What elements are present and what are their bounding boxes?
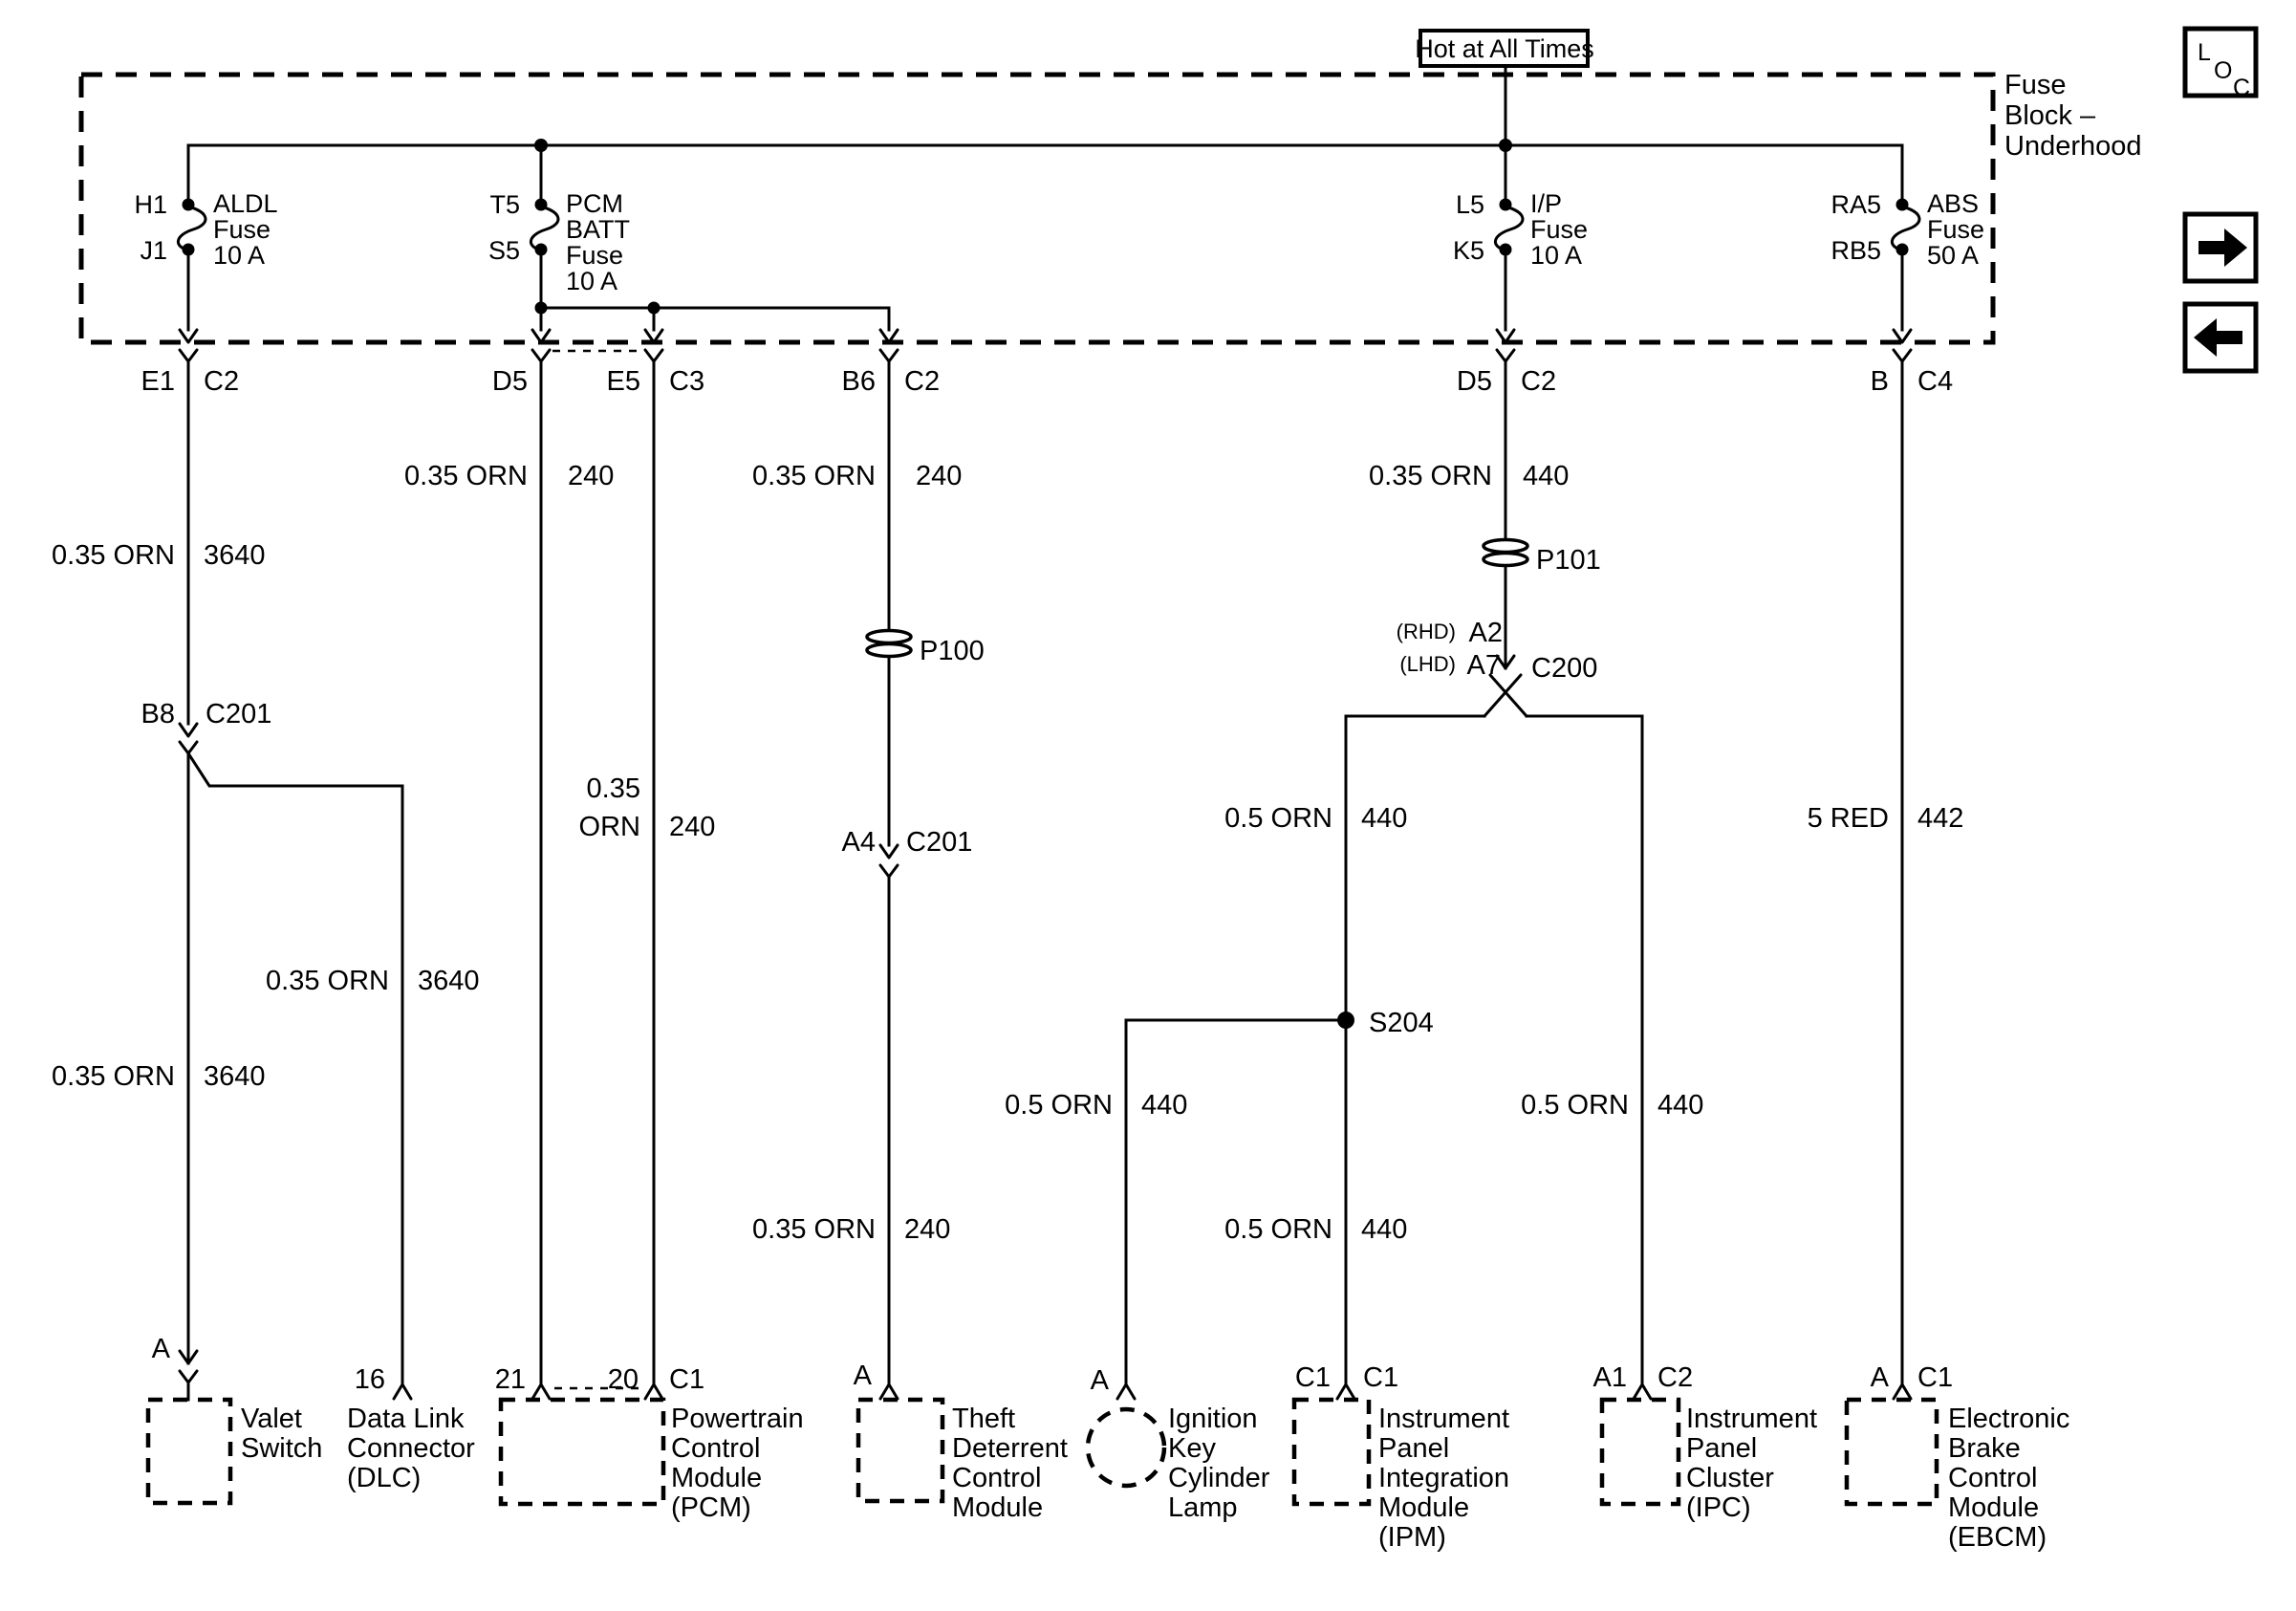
wire-spec: 0.35 ORN xyxy=(52,540,175,571)
module-name-2: Panel xyxy=(1686,1433,1758,1464)
module-pin: C1 xyxy=(1294,1362,1331,1393)
wire-circuit: 3640 xyxy=(204,1061,266,1092)
grommet-label: P100 xyxy=(920,636,985,666)
wire-circuit: 440 xyxy=(1657,1090,1704,1121)
ebcm-box xyxy=(1847,1400,1937,1504)
loc-letter-l: L xyxy=(2198,39,2211,66)
exit-pin: B6 xyxy=(841,366,876,397)
fuse-name-2: Fuse xyxy=(1530,215,1589,244)
module-connector: C1 xyxy=(1917,1362,1954,1393)
module-name-3: (DLC) xyxy=(347,1463,422,1493)
pcm-box xyxy=(501,1400,663,1504)
module-name-2: Panel xyxy=(1378,1433,1450,1464)
module-name-3: Module xyxy=(671,1463,763,1493)
connector-pin: A4 xyxy=(841,827,876,858)
ipc-box xyxy=(1602,1400,1679,1504)
ip-fuse xyxy=(1453,145,1588,342)
fuse-name-2: Fuse xyxy=(1927,215,1985,244)
wire-circuit: 240 xyxy=(916,461,963,491)
rhd-tag: (RHD) xyxy=(1396,620,1456,643)
module-name-3: Control xyxy=(952,1463,1042,1493)
module-name-1: Instrument xyxy=(1686,1404,1817,1434)
fuse-element-icon xyxy=(531,207,558,250)
module-pin: 20 xyxy=(607,1364,639,1395)
module-name-1: Powertrain xyxy=(671,1404,804,1434)
power-source-label: Hot at All Times xyxy=(1415,34,1594,63)
wire-spec: 0.35 ORN xyxy=(266,966,389,996)
module-name-2: Connector xyxy=(347,1433,475,1464)
split-cross-icon xyxy=(1484,675,1521,716)
connector-name: C201 xyxy=(206,699,272,729)
fuse-element-icon xyxy=(1495,207,1523,250)
wire-circuit: 3640 xyxy=(418,966,480,996)
wire xyxy=(1527,716,1642,1384)
connector-funnel-icon xyxy=(532,350,550,361)
exit-pin: B xyxy=(1870,366,1889,397)
loc-button[interactable] xyxy=(2185,29,2256,101)
connector-funnel-icon xyxy=(180,350,197,361)
splice-label: S204 xyxy=(1369,1008,1434,1038)
valet-circuit xyxy=(52,361,322,1503)
module-name-2: Switch xyxy=(241,1433,323,1464)
wire-spec: 0.5 ORN xyxy=(1224,1214,1332,1245)
split-cross-icon xyxy=(1490,675,1527,716)
exit-pin: E5 xyxy=(606,366,640,397)
module-pin-icon xyxy=(1117,1384,1135,1399)
fuse-name-1: ABS xyxy=(1927,189,1980,218)
fuse-pin-bottom: RB5 xyxy=(1830,236,1881,265)
grommet-label: P101 xyxy=(1536,545,1601,576)
module-pin: A xyxy=(1870,1362,1889,1393)
wire-circuit: 440 xyxy=(1361,803,1408,834)
wire-circuit: 440 xyxy=(1141,1090,1188,1121)
lamp-icon xyxy=(1088,1409,1164,1486)
module-connector: C2 xyxy=(1657,1362,1694,1393)
ebcm-circuit xyxy=(1808,361,2070,1553)
exit-connector: C2 xyxy=(204,366,240,397)
module-name-1: Data Link xyxy=(347,1404,465,1434)
loc-letter-c: C xyxy=(2233,75,2251,101)
ipm-circuit xyxy=(1224,803,1509,1553)
module-name-1: Ignition xyxy=(1168,1404,1258,1434)
fuse-pin-bottom: K5 xyxy=(1452,236,1484,265)
fuse-name-1: PCM xyxy=(566,189,623,218)
exit-pin: D5 xyxy=(491,366,528,397)
module-name-1: Valet xyxy=(241,1404,302,1434)
aldl-fuse xyxy=(134,145,277,342)
prev-page-button[interactable] xyxy=(2185,304,2256,371)
connector-name: C201 xyxy=(906,827,973,858)
module-name-3: Cylinder xyxy=(1168,1463,1270,1493)
fuse-element-icon xyxy=(1892,207,1919,250)
dlc-circuit xyxy=(188,753,480,1493)
fuse-name-2: Fuse xyxy=(213,215,271,244)
module-name-3: Control xyxy=(1948,1463,2038,1493)
theft-module-box xyxy=(858,1400,942,1501)
wire-circuit: 440 xyxy=(1361,1214,1408,1245)
wire-spec: 0.5 ORN xyxy=(1521,1090,1629,1121)
module-name-2: Brake xyxy=(1948,1433,2021,1464)
arrowhead-icon xyxy=(880,845,898,858)
grommet-icon xyxy=(867,644,911,657)
fuse-pin-top: T5 xyxy=(489,190,520,219)
wire-spec-line1: 0.35 xyxy=(586,773,640,804)
module-pin-icon xyxy=(1894,1384,1911,1399)
module-name-1: Electronic xyxy=(1948,1404,2070,1434)
fuse-pin-top: L5 xyxy=(1455,190,1484,219)
connector-name: C200 xyxy=(1531,653,1598,684)
fuse-block-border xyxy=(81,75,1993,342)
module-connector: C1 xyxy=(669,1364,705,1395)
module-name-4: Module xyxy=(1378,1492,1470,1523)
exit-connector: C3 xyxy=(669,366,705,397)
fuse-block-name-3: Underhood xyxy=(2004,131,2142,162)
fuse-name-1: I/P xyxy=(1530,189,1563,218)
module-name-2: Deterrent xyxy=(952,1433,1068,1464)
module-name-4: Module xyxy=(952,1492,1044,1523)
fuse-block-name-2: Block – xyxy=(2004,100,2096,131)
module-name-2: Key xyxy=(1168,1433,1216,1464)
module-pin-icon xyxy=(1634,1384,1651,1399)
loc-letter-o: O xyxy=(2214,57,2233,84)
connector-pin: B8 xyxy=(141,699,175,729)
fuse-element-icon xyxy=(178,207,206,250)
module-pin: A xyxy=(1090,1365,1109,1396)
wire-spec: 0.5 ORN xyxy=(1224,803,1332,834)
grommet-icon xyxy=(1484,554,1527,566)
fuse-name-3: Fuse xyxy=(566,241,624,270)
wire xyxy=(1346,716,1484,1012)
theft-circuit xyxy=(752,361,1068,1523)
arrowhead-icon xyxy=(180,724,197,736)
module-name-4: (IPC) xyxy=(1686,1492,1751,1523)
exit-connector: C2 xyxy=(904,366,941,397)
wire-spec: 0.5 ORN xyxy=(1005,1090,1113,1121)
module-pin-icon xyxy=(394,1384,411,1399)
rhd-pin: A2 xyxy=(1468,618,1503,648)
module-pin-icon xyxy=(1337,1384,1354,1399)
module-connector: C1 xyxy=(1363,1362,1399,1393)
module-name-4: (PCM) xyxy=(671,1492,751,1523)
wire-circuit: 442 xyxy=(1917,803,1964,834)
fuse-pin-top: H1 xyxy=(134,190,167,219)
fuse-name-3: 10 A xyxy=(1530,241,1583,270)
grommet-icon xyxy=(1484,540,1527,553)
connector-funnel-icon xyxy=(1497,350,1514,361)
exit-connector: C2 xyxy=(1521,366,1557,397)
connector-funnel-icon xyxy=(880,350,898,361)
exit-pin: E1 xyxy=(141,366,175,397)
wire-spec: 0.35 ORN xyxy=(752,1214,876,1245)
module-pin-icon xyxy=(880,1384,898,1399)
lhd-tag: (LHD) xyxy=(1399,652,1456,676)
wire-spec: 0.35 ORN xyxy=(752,461,876,491)
module-name-1: Theft xyxy=(952,1404,1016,1434)
wire-spec: 5 RED xyxy=(1807,803,1889,834)
pcm-circuit xyxy=(404,361,804,1523)
fuse-name-3: 50 A xyxy=(1927,241,1980,270)
module-name-1: Instrument xyxy=(1378,1404,1509,1434)
next-page-button[interactable] xyxy=(2185,214,2256,281)
wire-spec: 0.35 ORN xyxy=(1369,461,1492,491)
fuse-pin-top: RA5 xyxy=(1830,190,1881,219)
module-name-3: Cluster xyxy=(1686,1463,1774,1493)
valet-switch-box xyxy=(148,1400,230,1503)
ipc-circuit xyxy=(1521,1090,1817,1523)
module-pin: 16 xyxy=(354,1364,385,1395)
module-name-5: (EBCM) xyxy=(1948,1522,2047,1553)
connector-funnel-icon xyxy=(880,865,898,877)
connector-funnel-icon xyxy=(645,350,662,361)
wire-circuit: 240 xyxy=(568,461,615,491)
lhd-pin: A7 xyxy=(1466,650,1501,681)
fuse-block-name-1: Fuse xyxy=(2004,70,2067,100)
wire-circuit: 240 xyxy=(669,812,716,842)
module-pin-icon xyxy=(645,1384,662,1399)
fuse-name-3: 10 A xyxy=(213,241,266,270)
connector-funnel-icon xyxy=(180,1371,197,1382)
abs-fuse xyxy=(1830,145,1984,342)
connector-funnel-icon xyxy=(180,742,197,753)
module-name-3: Integration xyxy=(1378,1463,1510,1493)
wire-spec-line2: ORN xyxy=(578,812,640,842)
power-source xyxy=(1415,31,1594,145)
module-name-2: Control xyxy=(671,1433,761,1464)
fuse-block-exits xyxy=(141,350,1954,397)
wire-spec: 0.35 ORN xyxy=(52,1061,175,1092)
fuse-pin-bottom: S5 xyxy=(487,236,520,265)
module-pin: A xyxy=(853,1361,872,1391)
grommet-icon xyxy=(867,631,911,643)
module-pin: A xyxy=(151,1334,170,1364)
module-name-4: Lamp xyxy=(1168,1492,1238,1523)
module-pin: A1 xyxy=(1592,1362,1627,1393)
pcm-batt-fuse xyxy=(488,145,898,342)
module-name-4: Module xyxy=(1948,1492,2040,1523)
wire-circuit: 3640 xyxy=(204,540,266,571)
exit-pin: D5 xyxy=(1456,366,1492,397)
wire-circuit: 440 xyxy=(1523,461,1570,491)
fuse-name-1: ALDL xyxy=(213,189,278,218)
module-pin: 21 xyxy=(494,1364,526,1395)
fuse-name-2: BATT xyxy=(566,215,630,244)
fuse-pin-bottom: J1 xyxy=(140,236,167,265)
exit-connector: C4 xyxy=(1917,366,1954,397)
connector-funnel-icon xyxy=(1894,350,1911,361)
wire-circuit: 240 xyxy=(904,1214,951,1245)
ipm-box xyxy=(1294,1400,1369,1504)
wire xyxy=(1126,1020,1346,1384)
fuse-name-4: 10 A xyxy=(566,267,618,295)
wire-spec: 0.35 ORN xyxy=(404,461,528,491)
module-name-5: (IPM) xyxy=(1378,1522,1446,1553)
module-pin-icon xyxy=(532,1384,550,1399)
